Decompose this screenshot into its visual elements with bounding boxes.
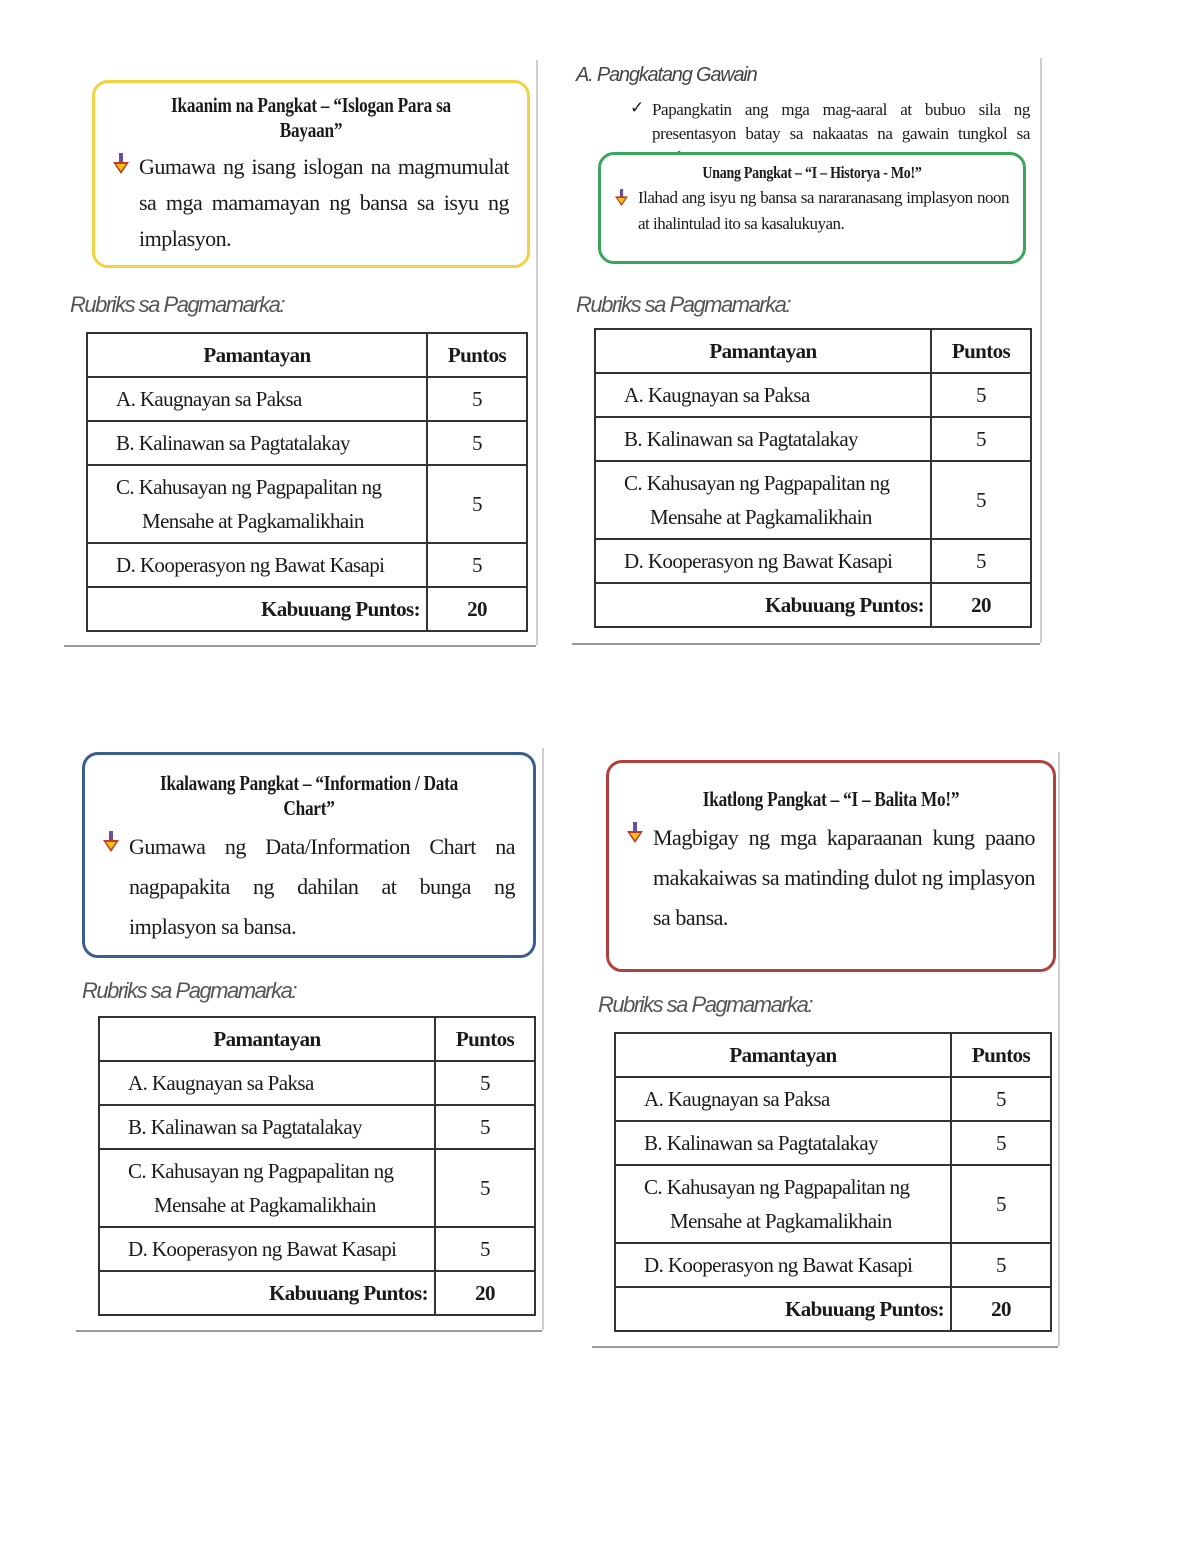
total-row [595,583,1031,627]
task-box [92,80,530,268]
total-value: 20 [931,583,1031,627]
table-row [595,539,1031,583]
criterion: A. Kaugnayan sa Paksa [624,383,810,407]
down-arrow-bullet-icon [615,189,628,207]
total-row [99,1271,535,1315]
table-row [87,421,527,465]
points: 5 [435,1061,535,1105]
table-row [595,417,1031,461]
rubric-table [98,1016,536,1316]
points: 5 [951,1165,1051,1243]
down-arrow-bullet-icon [627,822,643,844]
points: 5 [951,1121,1051,1165]
table-row [615,1165,1051,1243]
header-puntos: Puntos [427,333,527,377]
header-pamantayan: Pamantayan [99,1017,435,1061]
task-box [82,752,536,958]
table-row [595,461,1031,539]
criterion: C. Kahusayan ng Pagpapalitan ng Mensahe at Pagkamalikhain [128,1159,394,1217]
rubric-label: Rubriks sa Pagmamarka: [576,292,790,317]
points: 5 [427,543,527,587]
panel-ikatlong-pangkat [592,752,1058,1346]
table-row [87,377,527,421]
table-row [99,1149,535,1227]
header-puntos: Puntos [931,329,1031,373]
table-header-row [615,1033,1051,1077]
header-pamantayan: Pamantayan [595,329,931,373]
table-row [615,1077,1051,1121]
table-header-row [595,329,1031,373]
points: 5 [427,377,527,421]
criterion: C. Kahusayan ng Pagpapalitan ng Mensahe at Pagkamalikhain [624,471,890,529]
task-title: Unang Pangkat – “I – Historya - Mo!” [702,163,922,182]
points: 5 [427,421,527,465]
table-row [87,465,527,543]
points: 5 [931,417,1031,461]
total-row [615,1287,1051,1331]
points: 5 [435,1105,535,1149]
criterion: C. Kahusayan ng Pagpapalitan ng Mensahe at Pagkamalikhain [116,475,382,533]
down-arrow-bullet-icon [113,153,129,175]
panel-ikalawang-pangkat [76,748,542,1330]
down-arrow-bullet-icon [103,831,119,853]
table-row [87,543,527,587]
panel-unang-pangkat [572,58,1040,643]
points: 5 [951,1243,1051,1287]
points: 5 [931,461,1031,539]
total-label: Kabuuang Puntos: [615,1287,951,1331]
total-value: 20 [427,587,527,631]
table-row [615,1243,1051,1287]
points: 5 [427,465,527,543]
intro-text: Papangkatin ang mga mag-aaral at bubuo sila ng presentasyon batay sa nakaatas na gawain tungkol sa [652,100,1030,143]
rubric-label: Rubriks sa Pagmamarka: [70,292,284,317]
points: 5 [931,539,1031,583]
table-row [99,1061,535,1105]
rubric-table [614,1032,1052,1332]
total-value: 20 [951,1287,1051,1331]
task-box [606,760,1056,972]
total-value: 20 [435,1271,535,1315]
criterion: A. Kaugnayan sa Paksa [116,387,302,411]
points: 5 [951,1077,1051,1121]
task-title: Ikalawang Pangkat – “Information / Data Chart” [159,771,458,820]
task-description: Magbigay ng mga kaparaanan kung paano makakaiwas sa matinding dulot ng implasyon sa bansa. [653,825,1035,930]
task-description: Gumawa ng Data/Information Chart na nagpapakita ng dahilan at bunga ng implasyon sa bansa. [129,834,515,939]
header-puntos: Puntos [435,1017,535,1061]
criterion: D. Kooperasyon ng Bawat Kasapi [624,549,893,573]
criterion: D. Kooperasyon ng Bawat Kasapi [128,1237,397,1261]
rubric-label: Rubriks sa Pagmamarka: [598,992,812,1017]
section-heading: A. Pangkatang Gawain [576,64,757,86]
table-row [99,1227,535,1271]
criterion: B. Kalinawan sa Pagtatalakay [644,1131,878,1155]
criterion: B. Kalinawan sa Pagtatalakay [116,431,350,455]
task-description: Gumawa ng isang islogan na magmumulat sa mga mamamayan ng bansa sa isyu ng implasyon. [139,154,509,251]
points: 5 [435,1227,535,1271]
check-icon: ✓ [630,98,645,117]
criterion: B. Kalinawan sa Pagtatalakay [128,1115,362,1139]
table-row [99,1105,535,1149]
criterion: A. Kaugnayan sa Paksa [128,1071,314,1095]
criterion: D. Kooperasyon ng Bawat Kasapi [116,553,385,577]
task-description: Ilahad ang isyu ng bansa sa nararanasang implasyon noon at ihalintulad ito sa kasalukuyan. [638,188,1009,233]
header-pamantayan: Pamantayan [87,333,427,377]
rubric-label: Rubriks sa Pagmamarka: [82,978,296,1003]
criterion: D. Kooperasyon ng Bawat Kasapi [644,1253,913,1277]
table-row [615,1121,1051,1165]
task-title: Ikatlong Pangkat – “I – Balita Mo!” [702,787,960,811]
total-row [87,587,527,631]
panel-ikaanim-pangkat [64,60,536,645]
header-puntos: Puntos [951,1033,1051,1077]
criterion: A. Kaugnayan sa Paksa [644,1087,830,1111]
header-pamantayan: Pamantayan [615,1033,951,1077]
rubric-table [594,328,1032,628]
points: 5 [931,373,1031,417]
total-label: Kabuuang Puntos: [595,583,931,627]
task-title: Ikaanim na Pangkat – “Islogan Para sa Bayaan” [171,93,451,142]
criterion: B. Kalinawan sa Pagtatalakay [624,427,858,451]
total-label: Kabuuang Puntos: [99,1271,435,1315]
rubric-table [86,332,528,632]
points: 5 [435,1149,535,1227]
task-box [598,152,1026,264]
total-label: Kabuuang Puntos: [87,587,427,631]
table-header-row [87,333,527,377]
table-row [595,373,1031,417]
criterion: C. Kahusayan ng Pagpapalitan ng Mensahe at Pagkamalikhain [644,1175,910,1233]
table-header-row [99,1017,535,1061]
